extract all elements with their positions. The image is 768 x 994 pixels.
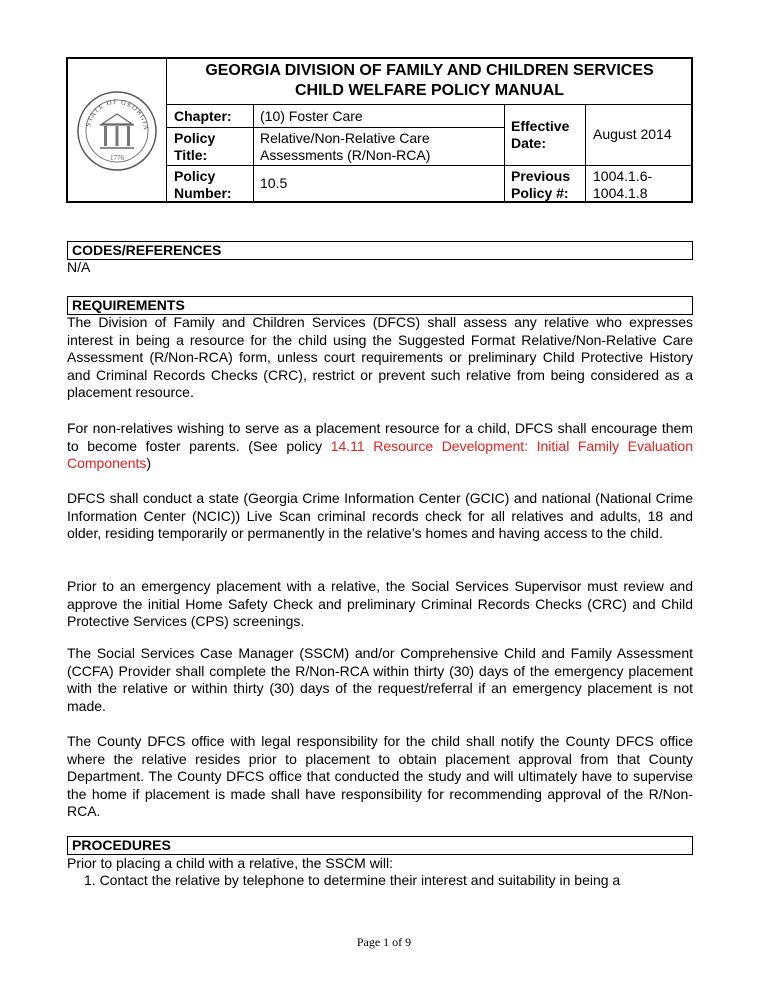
requirements-heading: REQUIREMENTS [67, 296, 693, 315]
requirements-paragraph [67, 420, 693, 473]
previous-policy-label: Previous [511, 168, 571, 184]
paragraph-text: ) [146, 455, 152, 471]
effective-date-label: Effective [511, 118, 570, 134]
previous-policy-value: 1004.1.8 [593, 185, 648, 201]
header-rule [166, 127, 504, 128]
policy-title-value: Assessments (R/Non-RCA) [260, 147, 431, 163]
effective-date-value: August 2014 [593, 126, 672, 142]
header-divider [504, 104, 505, 203]
policy-title-label: Title: [174, 147, 208, 163]
procedure-step: 1. Contact the relative by telephone to determine their interest and suitability in being a [84, 872, 621, 888]
requirements-paragraph: The Division of Family and Children Services (DFCS) shall assess any relative who expresses interest in being a resource for the child using the Suggested Format Relative/Non-Relative Care Assessment (R/Non-RCA) form, unless court requirements or preliminary Child Protective History and Criminal Records Checks (CRC), restrict or prevent such relative from being considered as a placement resource. [67, 314, 693, 400]
policy-reference-link[interactable]: 14.11 Resource Development: Initial Family Evaluation Components [67, 437, 693, 471]
header-divider [253, 104, 254, 203]
policy-number-value: 10.5 [260, 175, 288, 191]
codes-references-heading: CODES/REFERENCES [67, 241, 693, 260]
requirements-paragraph: The Social Services Case Manager (SSCM) and/or Comprehensive Child and Family Assessment (CCFA) Provider shall complete the R/Non-RCA within thirty (30) days of the emergency placement with the relative or within thirty (30) days of the request/referral if an emergency placement is not made. [67, 645, 693, 714]
header-divider [585, 104, 586, 203]
procedures-heading: PROCEDURES [67, 836, 693, 855]
previous-policy-value: 1004.1.6- [593, 168, 653, 184]
procedures-intro: Prior to placing a child with a relative, the SSCM will: [67, 855, 394, 871]
requirements-paragraph: Prior to an emergency placement with a relative, the Social Services Supervisor must review and approve the initial Home Safety Check and preliminary Criminal Records Checks (CRC) and Child Protective Services (CPS) screenings. [67, 578, 693, 629]
chapter-value: (10) Foster Care [260, 108, 363, 124]
policy-title-value: Relative/Non-Relative Care [260, 130, 430, 146]
codes-references-text: N/A [67, 259, 91, 275]
policy-title-label: Policy [174, 130, 216, 146]
requirements-paragraph: DFCS shall conduct a state (Georgia Crime Information Center (GCIC) and national (National Crime Information Center (NCIC)) Live Scan criminal records check for all relatives and adults, 18 and older, residing temporarily or permanently in the relative’s homes and having access to the child. [67, 490, 693, 541]
georgia-state-seal [76, 90, 158, 172]
header-rule [166, 165, 693, 166]
previous-policy-label: Policy #: [511, 185, 569, 201]
effective-date-label: Date: [511, 135, 547, 151]
seal-text: STATE OF GEORGIA [84, 97, 151, 132]
paragraph-text: For non-relatives wishing to serve as a placement resource for a child, DFCS shall encourage them to become foster parents. (See policy [67, 420, 693, 454]
page-number: Page 1 of 9 [356, 935, 412, 949]
manual-title-line2: CHILD WELFARE POLICY MANUAL [294, 82, 565, 99]
seal-year: 1776 [110, 154, 124, 162]
manual-title-line1: GEORGIA DIVISION OF FAMILY AND CHILDREN SERVICES [205, 62, 654, 79]
policy-number-label: Number: [174, 185, 232, 201]
requirements-paragraph: The County DFCS office with legal responsibility for the child shall notify the County DFCS office where the relative resides prior to placement to obtain placement approval from that County Department. The County DFCS office that conducted the study and will ultimately have to supervise the home if placement is made shall have responsibility for recommending approval of the R/Non-RCA. [67, 733, 693, 819]
header-rule [166, 104, 693, 105]
policy-number-label: Policy [174, 168, 216, 184]
chapter-label: Chapter: [174, 108, 232, 124]
